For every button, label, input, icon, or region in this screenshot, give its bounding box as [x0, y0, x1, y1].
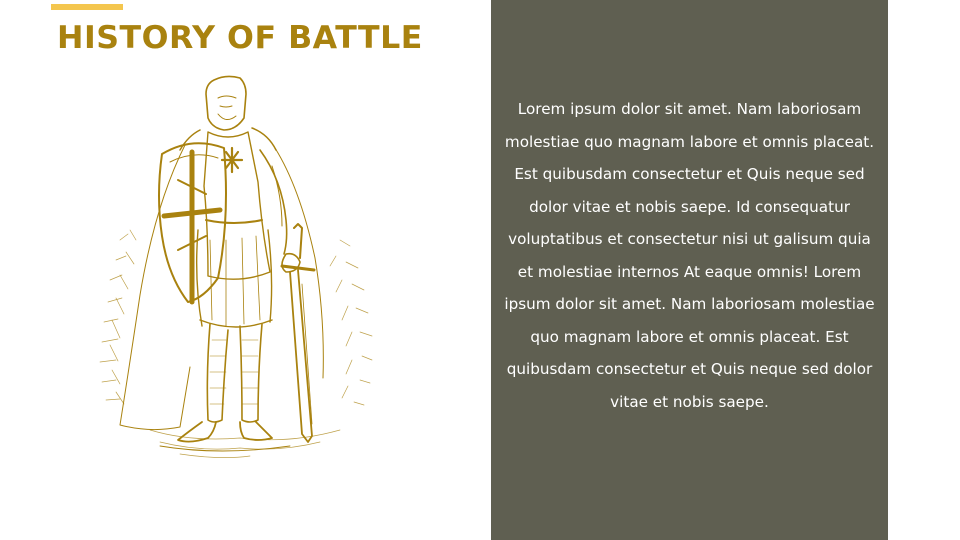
body-paragraph: Lorem ipsum dolor sit amet. Nam laboriosam molestiae quo magnam labore et omnis placeat. Est quibusdam consectetur et Quis neque sed dolor vitae et nobis saepe. Id consequatur voluptatibus et consectetur nisi ut galisum quia et molestiae internos At eaque omnis! Lorem ipsum dolor sit amet. Nam laboriosam molestiae quo magnam labore et omnis placeat. Est quibusdam consectetur et Quis neque sed dolor vitae et nobis saepe. — [504, 100, 875, 411]
knight-with-shield-and-sword-icon — [90, 70, 390, 470]
title-accent-bar — [51, 4, 123, 10]
text-panel — [491, 0, 888, 540]
slide-title: HISTORY OF BATTLE — [57, 20, 423, 56]
